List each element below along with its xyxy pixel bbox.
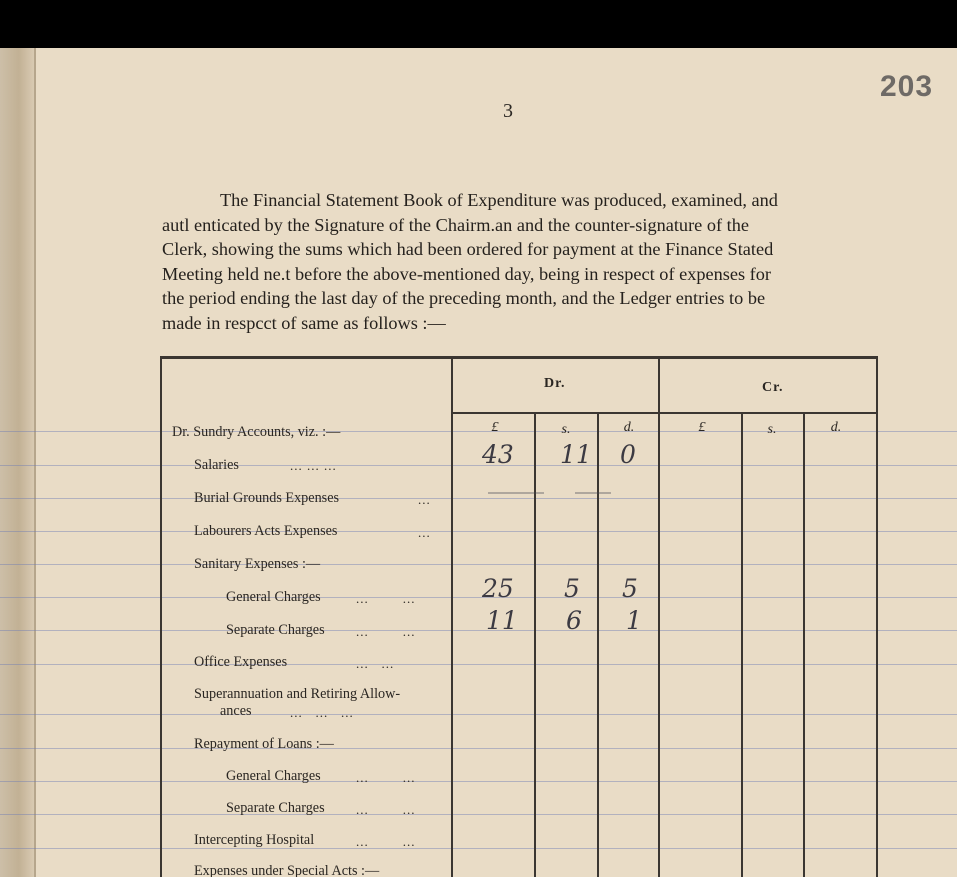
leader-dots: ... ... ... bbox=[290, 458, 337, 473]
header-rule bbox=[451, 412, 878, 414]
paragraph-line: Clerk, showing the sums which had been ordered for payment at the Finance Stated bbox=[162, 239, 774, 259]
binding-spine bbox=[0, 48, 34, 877]
leader-dots: ... ... bbox=[356, 770, 416, 785]
paragraph-line: made in respcct of same as follows :— bbox=[162, 312, 446, 333]
cr-pence-heading: d. bbox=[830, 420, 842, 435]
paragraph-line: the period ending the last day of the preceding month, and the Ledger entries to be bbox=[162, 288, 766, 308]
dr-column-divider bbox=[451, 356, 453, 877]
row-label-separate-charges-2: Separate Charges bbox=[226, 800, 325, 816]
table-right-border bbox=[876, 356, 878, 877]
row-label-labourers: Labourers Acts Expenses bbox=[194, 523, 338, 539]
dr-header: Dr. bbox=[544, 376, 566, 391]
table-top-border bbox=[160, 356, 878, 359]
row-label-repayment: Repayment of Loans :— bbox=[194, 736, 334, 752]
cr-shillings-divider bbox=[741, 412, 743, 877]
row-label-sanitary: Sanitary Expenses :— bbox=[194, 556, 321, 572]
separate-charges-shillings: 6 bbox=[566, 606, 582, 635]
cr-header: Cr. bbox=[762, 380, 784, 395]
pence-divider bbox=[597, 412, 599, 877]
general-charges-shillings: 5 bbox=[564, 574, 580, 603]
leader-dots: ... ... bbox=[356, 624, 416, 639]
row-label-salaries: Salaries bbox=[194, 457, 239, 473]
row-label-general-charges-2: General Charges bbox=[226, 768, 321, 784]
row-label-superannuation-cont: ances bbox=[220, 703, 252, 719]
binding-edge bbox=[34, 48, 36, 877]
statement-paragraph bbox=[162, 188, 880, 335]
cr-pence-divider bbox=[803, 412, 805, 877]
shillings-divider bbox=[534, 412, 536, 877]
folio-number: 203 bbox=[880, 70, 934, 103]
salaries-shillings: 11 bbox=[560, 440, 592, 469]
ledger-table bbox=[160, 356, 878, 877]
cr-pounds-heading: £ bbox=[698, 420, 706, 435]
burial-pounds-dash bbox=[488, 492, 544, 494]
row-label-office: Office Expenses bbox=[194, 654, 288, 670]
paragraph-line: The Financial Statement Book of Expenditure was produced, examined, and bbox=[220, 190, 778, 210]
dr-pence-heading: d. bbox=[623, 420, 635, 435]
paragraph-line: autl enticated by the Signature of the Chairm.an and the counter-signature of the bbox=[162, 214, 749, 235]
cr-shillings-heading: s. bbox=[767, 422, 777, 437]
general-charges-pence: 5 bbox=[622, 574, 638, 603]
salaries-pounds: 43 bbox=[482, 440, 514, 469]
paragraph-line: Meeting held ne.t before the above-mentioned day, being in respect of expenses for bbox=[162, 263, 771, 284]
dr-shillings-heading: s. bbox=[561, 422, 571, 437]
leader-dots: ... ... bbox=[356, 834, 416, 849]
leader-dots: ... ... bbox=[356, 656, 395, 671]
general-charges-pounds: 25 bbox=[482, 574, 514, 603]
ledger-page bbox=[0, 48, 957, 877]
separate-charges-pence: 1 bbox=[626, 606, 642, 635]
table-left-border bbox=[160, 356, 162, 877]
row-label-special-acts: Expenses under Special Acts :— bbox=[194, 863, 380, 877]
leader-dots: ... bbox=[418, 525, 431, 540]
burial-shillings-dash bbox=[575, 492, 611, 494]
row-label-burial: Burial Grounds Expenses bbox=[194, 490, 340, 506]
dr-pounds-heading: £ bbox=[491, 420, 499, 435]
leader-dots: ... ... ... bbox=[290, 705, 354, 720]
leader-dots: ... bbox=[418, 492, 431, 507]
page-number: 3 bbox=[503, 100, 513, 122]
row-label-superannuation: Superannuation and Retiring Allow- bbox=[194, 686, 401, 702]
row-label-general-charges: General Charges bbox=[226, 589, 321, 605]
cr-column-divider bbox=[658, 356, 660, 877]
leader-dots: ... ... bbox=[356, 591, 416, 606]
row-label-intercepting-hospital: Intercepting Hospital bbox=[194, 832, 315, 848]
leader-dots: ... ... bbox=[356, 802, 416, 817]
separate-charges-pounds: 11 bbox=[486, 606, 518, 635]
row-label-separate-charges: Separate Charges bbox=[226, 622, 325, 638]
ledger-heading: Dr. Sundry Accounts, viz. :— bbox=[172, 424, 341, 440]
salaries-pence: 0 bbox=[620, 440, 636, 469]
